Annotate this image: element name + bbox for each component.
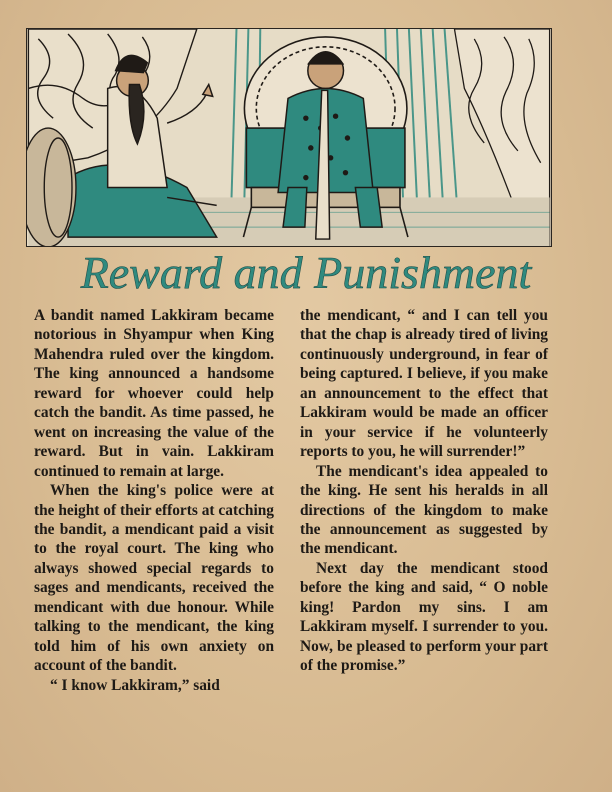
- illustration-art: [27, 29, 551, 246]
- story-illustration: [26, 28, 552, 247]
- story-title: [0, 244, 612, 308]
- paragraph: When the king's police were at the height of their efforts at catching the bandit, a mendicant paid a visit to the royal court. The king who always showed special regards to sages and mendicants, received the mendicant with due honour. While talking to the mendicant, the king told him of his own anxiety on account of the bandit.: [34, 482, 274, 675]
- title-text: Reward and Punishment: [80, 247, 532, 298]
- paragraph: The mendicant's idea appealed to the king. He sent his heralds in all directions of the kingdom to make the announcement as suggested by the mendicant.: [300, 462, 548, 558]
- title-lettering: [0, 244, 612, 308]
- paragraph: the mendicant, “ and I can tell you that the chap is already tired of living continuously underground, in fear of being captured. I believe, if you make an announcement to the effect that Lakkiram would be made an officer in your service if he volunteerly reports to you, he will surrender!”: [300, 307, 548, 461]
- text-column-right: [300, 306, 548, 676]
- paragraph: A bandit named Lakkiram became notorious in Shyampur when King Mahendra ruled over the kingdom. The king announced a handsome reward for whoever could help catch the bandit. As time passed, he went on increasing the value of the reward. But in vain. Lakkiram continued to remain at large.: [34, 307, 274, 480]
- drum: [27, 128, 76, 246]
- paragraph: Next day the mendicant stood before the king and said, “ O noble king! Pardon my sins. I am Lakkiram myself. I surrender to you. Now, be pleased to perform your part of the promise.”: [300, 559, 548, 675]
- paragraph: “ I know Lakkiram,” said: [50, 676, 220, 694]
- text-column-left: [34, 306, 274, 695]
